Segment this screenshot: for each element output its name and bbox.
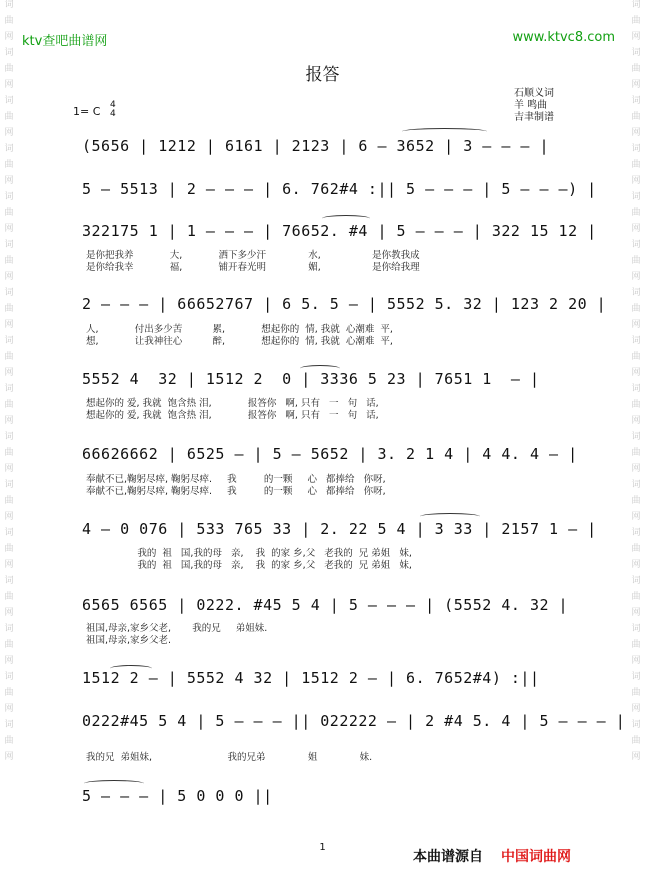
watermark-char: 网 [631, 128, 641, 138]
watermark-char: 网 [631, 464, 641, 474]
watermark-char: 词 [4, 480, 14, 490]
watermark-char: 词 [4, 576, 14, 586]
score-line-6-lyric-2: 奉献不已,鞠躬尽瘁, 鞠躬尽瘁. 我 的一颗 心 都捧给 你呀, [86, 486, 386, 497]
watermark-char: 网 [4, 320, 14, 330]
watermark-right [629, 0, 643, 891]
watermark-char: 曲 [4, 496, 14, 506]
score-line-11: 5 — — — | 5 0 0 0 || [82, 787, 273, 805]
score-line-6: 66626662 | 6525 — | 5 — 5652 | 3. 2 1 4 | 4 4. 4 — | [82, 445, 578, 463]
watermark-char: 网 [631, 176, 641, 186]
watermark-char: 网 [4, 272, 14, 282]
watermark-char: 曲 [631, 208, 641, 218]
watermark-char: 曲 [4, 448, 14, 458]
slur-arc [110, 665, 152, 672]
watermark-char: 曲 [631, 64, 641, 74]
watermark-char: 网 [631, 80, 641, 90]
watermark-char: 词 [631, 0, 641, 10]
score-line-10-lyric-1: 我的兄 弟姐妹, 我的兄弟 姐 妹. [86, 752, 373, 763]
watermark-char: 词 [631, 432, 641, 442]
site-right-url[interactable]: www.ktvc8.com [512, 30, 615, 45]
source-footer [413, 846, 571, 866]
score-line-7-lyric-2: 我的 祖 国,我的母 亲, 我 的家 乡,父 老我的 兄 弟姐 妹, [86, 560, 412, 571]
watermark-char: 曲 [4, 736, 14, 746]
watermark-char: 词 [631, 48, 641, 58]
page-number: 1 [319, 842, 326, 853]
watermark-char: 网 [631, 656, 641, 666]
score-line-5-lyric-2: 想起你的 爱, 我就 饱含热 泪, 报答你 啊, 只有 一 句 话, [86, 410, 379, 421]
watermark-char: 词 [631, 336, 641, 346]
score-line-6-lyric-1: 奉献不已,鞠躬尽瘁, 鞠躬尽瘁. 我 的一颗 心 都捧给 你呀, [86, 474, 386, 485]
watermark-char: 词 [4, 48, 14, 58]
watermark-char: 曲 [631, 592, 641, 602]
watermark-char: 曲 [4, 64, 14, 74]
watermark-char: 网 [631, 272, 641, 282]
watermark-char: 词 [631, 96, 641, 106]
time-sig-top: 4 [110, 100, 116, 110]
watermark-char: 曲 [631, 112, 641, 122]
watermark-char: 曲 [631, 688, 641, 698]
score-line-7-lyric-1: 我的 祖 国,我的母 亲, 我 的家 乡,父 老我的 兄 弟姐 妹, [86, 548, 412, 559]
watermark-char: 网 [631, 32, 641, 42]
watermark-char: 词 [4, 240, 14, 250]
watermark-char: 网 [4, 464, 14, 474]
watermark-char: 网 [631, 416, 641, 426]
slur-arc [84, 780, 144, 787]
watermark-char: 网 [631, 320, 641, 330]
watermark-char: 词 [4, 672, 14, 682]
score-line-5-lyric-1: 想起你的 爱, 我就 饱含热 泪, 报答你 啊, 只有 一 句 话, [86, 398, 379, 409]
watermark-char: 网 [4, 656, 14, 666]
watermark-char: 词 [4, 624, 14, 634]
watermark-char: 词 [631, 672, 641, 682]
watermark-char: 网 [4, 512, 14, 522]
slur-arc [322, 215, 370, 222]
score-line-7: 4 — 0 076 | 533 765 33 | 2. 22 5 4 | 3 33 | 2157 1 — | [82, 520, 597, 538]
watermark-char: 网 [631, 224, 641, 234]
watermark-char: 曲 [631, 736, 641, 746]
watermark-char: 词 [4, 0, 14, 10]
watermark-char: 曲 [631, 16, 641, 26]
watermark-char: 曲 [4, 640, 14, 650]
watermark-char: 曲 [4, 592, 14, 602]
watermark-char: 网 [631, 368, 641, 378]
watermark-char: 网 [4, 608, 14, 618]
score-line-9: 1512 2 — | 5552 4 32 | 1512 2 — | 6. 7652#4) :|| [82, 669, 540, 687]
watermark-char: 曲 [631, 352, 641, 362]
source-site[interactable]: 中国词曲网 [501, 849, 571, 865]
watermark-char: 网 [4, 704, 14, 714]
watermark-char: 词 [4, 192, 14, 202]
watermark-char: 词 [631, 576, 641, 586]
watermark-char: 词 [4, 96, 14, 106]
score-line-5: 5552 4 32 | 1512 2 0 | 3336 5 23 | 7651 1 — | [82, 370, 540, 388]
composer-credit: 羊 鸣曲 [514, 100, 548, 111]
watermark-char: 网 [4, 224, 14, 234]
watermark-char: 网 [4, 560, 14, 570]
watermark-char: 网 [4, 80, 14, 90]
watermark-char: 词 [631, 192, 641, 202]
watermark-char: 词 [4, 528, 14, 538]
watermark-char: 曲 [631, 304, 641, 314]
slur-arc [420, 513, 480, 520]
lyricist-credit: 石顺义词 [514, 88, 554, 99]
watermark-char: 曲 [4, 208, 14, 218]
watermark-char: 词 [4, 336, 14, 346]
score-line-10: 0222#45 5 4 | 5 — — — || 022222 — | 2 #4 5. 4 | 5 — — — | [82, 712, 626, 730]
watermark-char: 网 [4, 752, 14, 762]
watermark-char: 词 [4, 432, 14, 442]
score-line-8: 6565 6565 | 0222. #45 5 4 | 5 — — — | (5552 4. 32 | [82, 596, 569, 614]
watermark-char: 词 [631, 720, 641, 730]
watermark-char: 曲 [631, 400, 641, 410]
watermark-char: 词 [631, 624, 641, 634]
watermark-char: 网 [631, 752, 641, 762]
watermark-char: 词 [4, 144, 14, 154]
score-line-3-lyric-2: 是你给我幸 福, 铺开春光明 媚, 是你给我理 [86, 262, 420, 273]
score-line-2: 5 — 5513 | 2 — — — | 6. 762#4 :|| 5 — — — | 5 — — —) | [82, 180, 597, 198]
watermark-char: 曲 [631, 448, 641, 458]
score-line-4: 2 — — — | 66652767 | 6 5. 5 — | 5552 5. 32 | 123 2 20 | [82, 295, 607, 313]
slur-arc [402, 128, 487, 135]
watermark-char: 词 [631, 288, 641, 298]
watermark-char: 曲 [4, 352, 14, 362]
watermark-char: 曲 [4, 112, 14, 122]
watermark-char: 词 [4, 720, 14, 730]
watermark-char: 网 [4, 128, 14, 138]
score-line-3: 322175 1 | 1 — — — | 76652. #4 | 5 — — — | 322 15 12 | [82, 222, 597, 240]
score-line-4-lyric-2: 想, 让我神往心 醉, 想起你的 情, 我就 心潮难 平, [86, 336, 393, 347]
song-title: 报答 [305, 65, 340, 85]
watermark-char: 曲 [631, 496, 641, 506]
arranger-credit: 吉聿制谱 [514, 112, 554, 123]
score-line-1: (5656 | 1212 | 6161 | 2123 | 6 — 3652 | 3 — — — | [82, 137, 550, 155]
watermark-char: 网 [631, 560, 641, 570]
watermark-char: 词 [4, 288, 14, 298]
watermark-char: 曲 [4, 544, 14, 554]
watermark-char: 词 [631, 480, 641, 490]
score-line-4-lyric-1: 人, 付出多少苦 累, 想起你的 情, 我就 心潮难 平, [86, 324, 393, 335]
watermark-char: 曲 [4, 160, 14, 170]
time-signature [110, 101, 116, 119]
watermark-char: 词 [4, 384, 14, 394]
watermark-char: 网 [4, 416, 14, 426]
score-line-8-lyric-1: 祖国,母亲,家乡父老, 我的兄 弟姐妹. [86, 623, 268, 634]
watermark-char: 网 [631, 704, 641, 714]
key-signature: 1= C [73, 105, 101, 118]
source-label: 本曲谱源自 [413, 849, 483, 865]
watermark-char: 曲 [4, 688, 14, 698]
time-sig-bottom: 4 [110, 109, 116, 119]
watermark-char: 曲 [4, 304, 14, 314]
slur-arc [300, 365, 340, 372]
score-line-8-lyric-2: 祖国,母亲,家乡父老. [86, 635, 172, 646]
site-left-label[interactable]: ktv查吧曲谱网 [22, 34, 108, 49]
watermark-char: 网 [4, 368, 14, 378]
watermark-char: 曲 [4, 16, 14, 26]
watermark-char: 网 [631, 512, 641, 522]
watermark-left [2, 0, 16, 891]
watermark-char: 词 [631, 528, 641, 538]
watermark-char: 曲 [4, 256, 14, 266]
watermark-char: 词 [631, 240, 641, 250]
watermark-char: 词 [631, 384, 641, 394]
watermark-char: 网 [4, 176, 14, 186]
watermark-char: 词 [631, 144, 641, 154]
watermark-char: 网 [4, 32, 14, 42]
watermark-char: 曲 [631, 256, 641, 266]
score-line-3-lyric-1: 是你把我养 大, 洒下多少汗 水, 是你教我成 [86, 250, 420, 261]
watermark-char: 曲 [631, 160, 641, 170]
watermark-char: 网 [631, 608, 641, 618]
watermark-char: 曲 [631, 640, 641, 650]
watermark-char: 曲 [631, 544, 641, 554]
watermark-char: 曲 [4, 400, 14, 410]
